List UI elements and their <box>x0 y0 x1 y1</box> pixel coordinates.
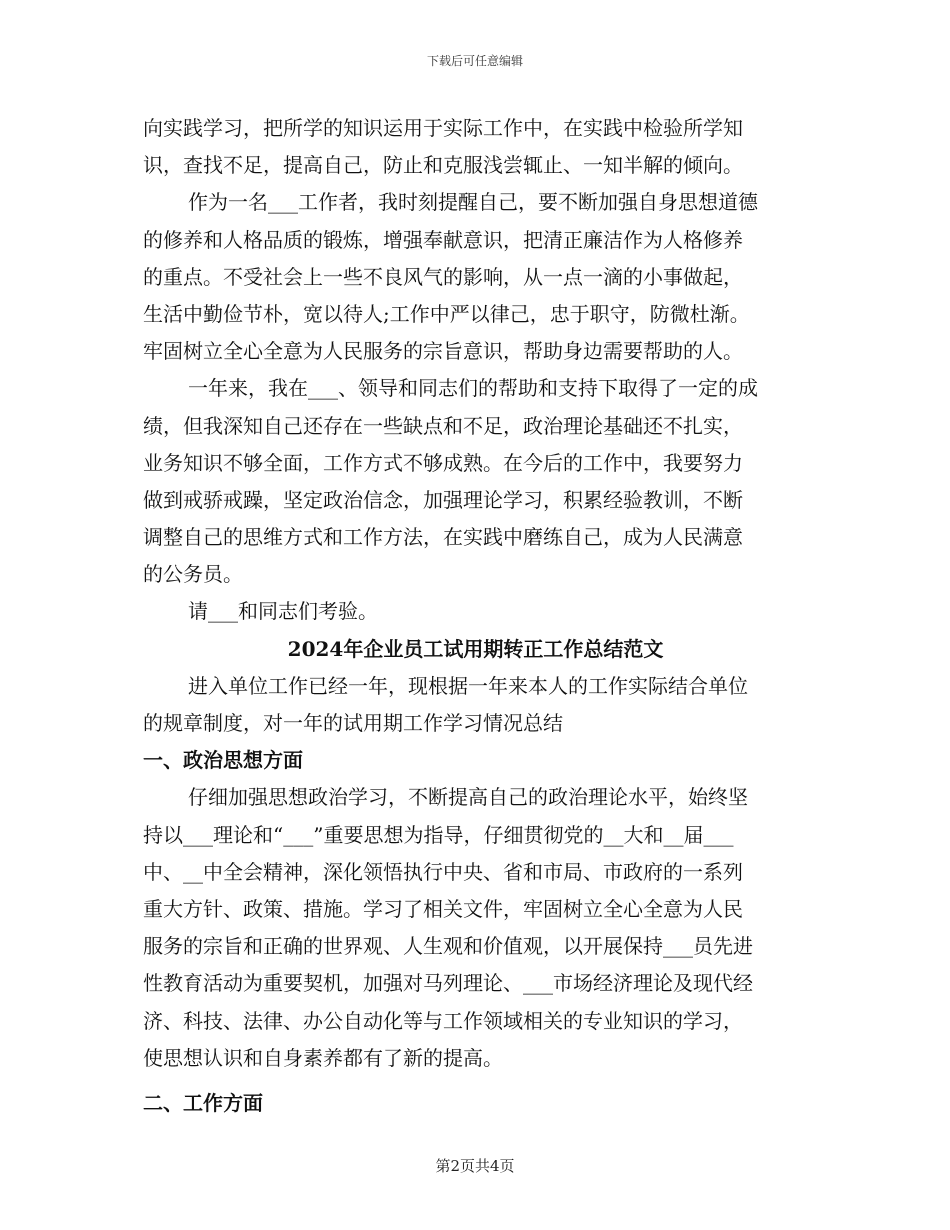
page-number: 第2页共4页 <box>435 1157 515 1175</box>
text-line: 调整自己的思维方式和工作方法，在实践中磨练自己，成为人民满意 <box>143 525 743 550</box>
text-line: 请___和同志们考验。 <box>188 599 378 624</box>
text-line: 性教育活动为重要契机，加强对马列理论、___市场经济理论及现代经 <box>143 971 753 996</box>
paragraph <box>143 668 808 742</box>
page-header: 下载后可任意编辑 <box>426 54 523 68</box>
text-line: 向实践学习，把所学的知识运用于实际工作中，在实践中检验所学知 <box>143 116 743 140</box>
text-line: 重大方针、政策、措施。学习了相关文件，牢固树立全心全意为人民 <box>143 896 743 921</box>
text-line: 仔细加强思想政治学习，不断提高自己的政治理论水平，始终坚 <box>188 785 748 810</box>
text-line: 服务的宗旨和正确的世界观、人生观和价值观，以开展保持___员先进 <box>143 934 753 959</box>
paragraph <box>143 779 808 1077</box>
text-line: 绩，但我深知自己还存在一些缺点和不足，政治理论基础还不扎实， <box>143 413 743 438</box>
text-line: 的规章制度，对一年的试用期工作学习情况总结 <box>143 711 563 735</box>
text-line: 做到戒骄戒躁，坚定政治信念，加强理论学习，积累经验教训，不断 <box>143 487 743 512</box>
paragraph <box>143 110 808 184</box>
text-line: 识，查找不足，提高自己，防止和克服浅尝辄止、一知半解的倾向。 <box>143 153 743 178</box>
text-line: 的修养和人格品质的锻炼，增强奉献意识，把清正廉洁作为人格修养 <box>143 227 743 252</box>
paragraph <box>143 370 808 593</box>
paragraph <box>143 184 808 370</box>
document-body <box>143 110 808 1122</box>
text-line: 业务知识不够全面，工作方式不够成熟。在今后的工作中，我要努力 <box>143 450 743 475</box>
text-line: 作为一名___工作者，我时刻提醒自己，要不断加强自身思想道德 <box>188 190 758 215</box>
paragraph <box>143 593 808 630</box>
text-line: 一年来，我在___、领导和同志们的帮助和支持下取得了一定的成 <box>188 376 758 401</box>
text-line: 持以___理论和“___”重要思想为指导，仔细贯彻党的__大和__届___ <box>143 822 734 847</box>
text-line: 的重点。不受社会上一些不良风气的影响，从一点一滴的小事做起， <box>143 264 743 289</box>
section-title: 2024年企业员工试用期转正工作总结范文 <box>287 636 664 661</box>
text-line: 中、__中全会精神，深化领悟执行中央、省和市局、市政府的一系列 <box>143 859 743 884</box>
text-line: 生活中勤俭节朴，宽以待人;工作中严以律己，忠于职守，防微杜渐。 <box>143 301 750 326</box>
section-heading: 一、政治思想方面 <box>143 748 303 773</box>
text-line: 使思想认识和自身素养都有了新的提高。 <box>143 1045 503 1070</box>
text-line: 济、科技、法律、办公自动化等与工作领域相关的专业知识的学习， <box>143 1008 743 1033</box>
section-heading: 二、工作方面 <box>143 1090 263 1115</box>
text-line: 进入单位工作已经一年，现根据一年来本人的工作实际结合单位 <box>188 673 748 698</box>
text-line: 的公务员。 <box>143 562 243 587</box>
text-line: 牢固树立全心全意为人民服务的宗旨意识，帮助身边需要帮助的人。 <box>143 339 743 364</box>
